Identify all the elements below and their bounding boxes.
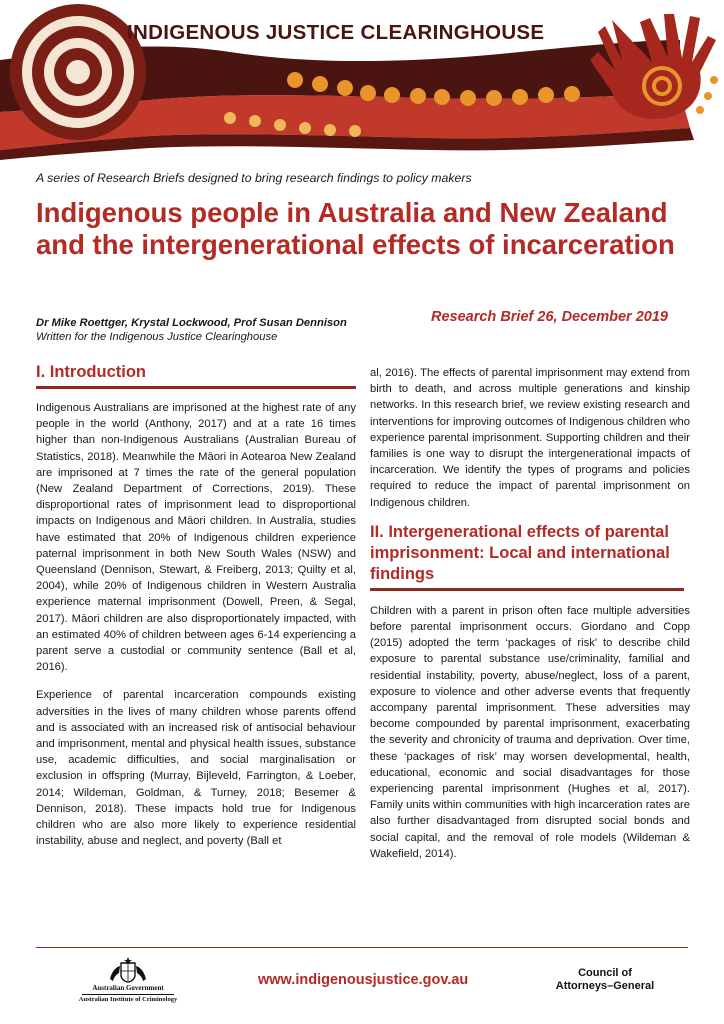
coat-of-arms-icon (106, 957, 150, 983)
footer-rule (36, 947, 688, 948)
council-of-attorneys-general (550, 967, 660, 993)
written-for: Written for the Indigenous Justice Clearinghouse (36, 331, 278, 343)
brief-number-date: Research Brief 26, December 2019 (431, 309, 668, 325)
intro-paragraph-1: Indigenous Australians are imprisoned at the highest rate of any people in the world (Anthony, 2017) and at a rate 16 times higher than non-Indigenous Australians (Australian Bureau of Statistics, 2018). Meanwhile the Māori in Aotearoa New Zealand are imprisoned at 7 times the rate of the general population (New Zealand Department of Corrections, 2019). These disproportional rates of imprisonment lead to disproportional impacts on Indigenous and Māori children. In Australia, studies have estimated that 20% of Indigenous children experience paternal imprisonment in both New South Wales (NSW) and Queensland (Dennison, Stewart, & Freiberg, 2013; Quilty et al, 2004), while 20% of Indigenous children in Western Australia experience maternal imprisonment (Dowell, Preen, & Segal, 2017). Māori children are also disproportionately impacted, with an estimated 40% of children between ages 6-14 experiencing a parent serve a custodial or community sentence (Ball et al, 2016). (36, 402, 356, 674)
authors: Dr Mike Roettger, Krystal Lockwood, Prof Susan Dennison (36, 317, 347, 329)
gov-name: Australian Government (92, 984, 164, 992)
council-line-1: Council of (578, 967, 632, 979)
intro-paragraph-2: Experience of parental incarceration compounds existing adversities in the lives of many children whose parents offend and is associated with an increased risk of antisocial behaviour and imprisonment, mental and physical health issues, substance use, academic difficulties, and social marginalisation or exclusion in offspring (Murray, Bijleveld, Farrington, & Loeber, 2014; Wildeman, Goldman, & Turney, 2018; Besemer & Dennison, 2018). These impacts hold true for Indigenous children who are also more likely to experience residential instability, abuse and neglect, and poverty (Ball et (36, 689, 356, 848)
page-title: Indigenous people in Australia and New Zealand and the intergenerational effects of incarceration (36, 197, 675, 260)
website-link[interactable]: www.indigenousjustice.gov.au (258, 972, 469, 988)
effects-paragraph-1: Children with a parent in prison often face multiple adversities before parental imprisonment occurs. Giordano and Copp (2015) adopted the term ‘packages of risk’ to describe child exposure to parental substance use/criminality, familial and residential instability, poverty, abuse/neglect, loss of a parent, exposure to violence and other adverse events that frequently accompany parental imprisonment. These adversities may become compounded by parental imprisonment, exacerbating the severity and chronicity of trauma and deprivation. Over time, these ‘packages of risk’ may worsen developmental, health, educational, economic and social disadvantages for those experiencing parental imprisonment (Hughes et al, 2017). Family units within communities with high incarceration rates are also further disadvantaged from disrupted social bonds and social capital, and the removal of role models (Wildeman & Wakefield, 2014). (370, 604, 690, 860)
council-line-2: Attorneys–General (555, 980, 655, 992)
section-heading-introduction: I. Introduction (36, 363, 146, 381)
australian-government-logo (78, 957, 178, 1007)
section-heading-intergenerational-effects: II. Intergenerational effects of parental imprisonment: Local and international findings (370, 522, 670, 583)
right-column (370, 365, 690, 862)
org-title: INDIGENOUS JUSTICE CLEARINGHOUSE (127, 21, 545, 44)
series-tagline: A series of Research Briefs designed to bring research findings to policy makers (36, 171, 472, 185)
left-column (36, 362, 356, 849)
agency-name: Australian Institute of Criminology (78, 996, 178, 1003)
section-rule (370, 588, 684, 591)
intro-paragraph-2-continued: al, 2016). The effects of parental imprisonment may extend from birth to death, and across multiple generations and kinship networks. In this research brief, we review existing research and interventions for improving outcomes of Indigenous children who experience parental imprisonment. Supporting children and their families is one way to disrupt the intergenerational impacts of incarceration. We identify the types of programs and policies required to reduce the impact of parental imprisonment on Indigenous children. (370, 367, 690, 509)
section-rule (36, 386, 356, 389)
